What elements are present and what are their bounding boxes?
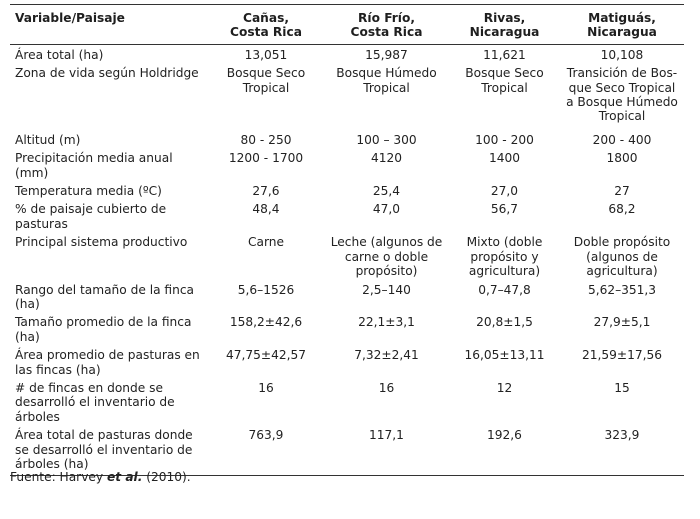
site-name: Matiguás, bbox=[588, 11, 656, 25]
table-cell: Transición de Bos-que Seco Tropical a Bosque Húmedo Tropical bbox=[566, 66, 678, 124]
table-row bbox=[10, 314, 684, 347]
site-country: Costa Rica bbox=[230, 25, 302, 40]
header-variable: Variable/Paisaje bbox=[15, 11, 125, 25]
header-site-rio-frio bbox=[324, 5, 449, 45]
source-suffix: (2010). bbox=[142, 470, 191, 484]
table-cell: 10,108 bbox=[600, 47, 644, 62]
header-site-canas bbox=[208, 5, 324, 45]
table-row bbox=[10, 65, 684, 127]
table-row bbox=[10, 44, 684, 65]
table-row bbox=[10, 234, 684, 281]
source-prefix: Fuente: Harvey bbox=[10, 470, 107, 484]
table-cell: 11,621 bbox=[483, 47, 526, 62]
table-cell: 15,987 bbox=[365, 47, 408, 62]
table-row bbox=[10, 427, 684, 476]
table-row bbox=[10, 201, 684, 234]
table-cell: Bosque Seco Tropical bbox=[226, 66, 306, 95]
site-country: Costa Rica bbox=[350, 25, 423, 40]
table-cell: 47,75±42,57 bbox=[226, 348, 306, 363]
row-label: Rango del tamaño de la finca (ha) bbox=[15, 282, 195, 311]
row-label: Área promedio de pasturas en las fincas (ha) bbox=[15, 348, 200, 377]
table-cell: 68,2 bbox=[608, 202, 636, 217]
table-row bbox=[10, 347, 684, 380]
table-cell: Mixto (doble propósito y agricultura) bbox=[466, 235, 543, 279]
row-label: Zona de vida según Holdridge bbox=[15, 66, 199, 81]
table-container bbox=[10, 4, 684, 476]
table-cell: 100 - 200 bbox=[475, 132, 534, 147]
table-cell: 13,051 bbox=[244, 47, 288, 62]
row-label: Temperatura media (ºC) bbox=[15, 184, 162, 199]
table-cell: 4120 bbox=[370, 151, 403, 166]
row-label: Principal sistema productivo bbox=[15, 235, 188, 250]
table-cell: 22,1±3,1 bbox=[358, 315, 415, 330]
table-row bbox=[10, 150, 684, 183]
table-cell: 200 - 400 bbox=[592, 132, 652, 147]
site-country: Nicaragua bbox=[469, 25, 540, 40]
site-name: Rivas, bbox=[483, 11, 526, 25]
site-name: Río Frío, bbox=[358, 11, 415, 25]
table-cell: 5,62–351,3 bbox=[587, 282, 657, 297]
source-note bbox=[10, 470, 191, 484]
table-cell: Carne bbox=[248, 235, 284, 250]
table-cell: 25,4 bbox=[372, 184, 401, 199]
table-row bbox=[10, 183, 684, 201]
table-cell: 2,5–140 bbox=[362, 282, 411, 297]
table-cell: 27,6 bbox=[252, 184, 280, 199]
header-site-matiguas bbox=[560, 5, 684, 45]
table-cell: Bosque Húmedo Tropical bbox=[336, 66, 437, 95]
row-label: Tamaño promedio de la finca (ha) bbox=[15, 315, 192, 344]
table-cell: 56,7 bbox=[490, 202, 519, 217]
table-cell: Leche (algunos de carne o doble propósito) bbox=[330, 235, 443, 279]
table-cell: 80 - 250 bbox=[240, 132, 292, 147]
table-body bbox=[10, 44, 684, 476]
table-row bbox=[10, 282, 684, 315]
table-cell: 192,6 bbox=[487, 428, 522, 443]
table-row bbox=[10, 127, 684, 150]
table-cell: Bosque Seco Tropical bbox=[465, 66, 544, 95]
row-label: # de fincas en donde se desarrolló el inventario de árboles bbox=[15, 380, 175, 424]
table-cell: 21,59±17,56 bbox=[582, 348, 662, 363]
site-name: Cañas, bbox=[243, 11, 289, 25]
table-cell: 1200 - 1700 bbox=[228, 151, 304, 166]
table-cell: 0,7–47,8 bbox=[478, 282, 531, 297]
table-cell: 100 – 300 bbox=[356, 132, 417, 147]
table-cell: Doble propósito (algunos de agricultura) bbox=[573, 235, 671, 279]
row-label: Área total (ha) bbox=[15, 47, 104, 62]
table-cell: 158,2±42,6 bbox=[229, 315, 303, 330]
table-cell: 48,4 bbox=[252, 202, 280, 217]
row-label: Precipitación media anual (mm) bbox=[15, 151, 173, 180]
table-cell: 47,0 bbox=[372, 202, 401, 217]
table-cell: 27 bbox=[614, 184, 630, 199]
table-cell: 16,05±13,11 bbox=[464, 348, 545, 363]
table-cell: 7,32±2,41 bbox=[354, 348, 419, 363]
table-row bbox=[10, 380, 684, 427]
table-cell: 1400 bbox=[488, 151, 521, 166]
row-label: % de paisaje cubierto de pasturas bbox=[15, 202, 167, 231]
table-cell: 27,9±5,1 bbox=[593, 315, 651, 330]
table-cell: 763,9 bbox=[248, 428, 284, 443]
site-country: Nicaragua bbox=[587, 25, 657, 40]
table-cell: 16 bbox=[258, 380, 274, 395]
landscape-table bbox=[10, 4, 684, 476]
header-row bbox=[10, 5, 684, 45]
header-site-rivas bbox=[449, 5, 560, 45]
table-cell: 117,1 bbox=[369, 428, 404, 443]
table-cell: 5,6–1526 bbox=[237, 282, 295, 297]
table-cell: 323,9 bbox=[604, 428, 640, 443]
table-cell: 15 bbox=[614, 380, 630, 395]
table-cell: 20,8±1,5 bbox=[476, 315, 533, 330]
source-etal: et al. bbox=[107, 470, 143, 484]
table-cell: 16 bbox=[378, 380, 395, 395]
table-cell: 1800 bbox=[606, 151, 638, 166]
row-label: Altitud (m) bbox=[15, 132, 81, 147]
row-label: Área total de pasturas donde se desarrolló el inventario de árboles (ha) bbox=[15, 428, 193, 471]
table-cell: 12 bbox=[496, 380, 513, 395]
table-cell: 27,0 bbox=[490, 184, 519, 199]
